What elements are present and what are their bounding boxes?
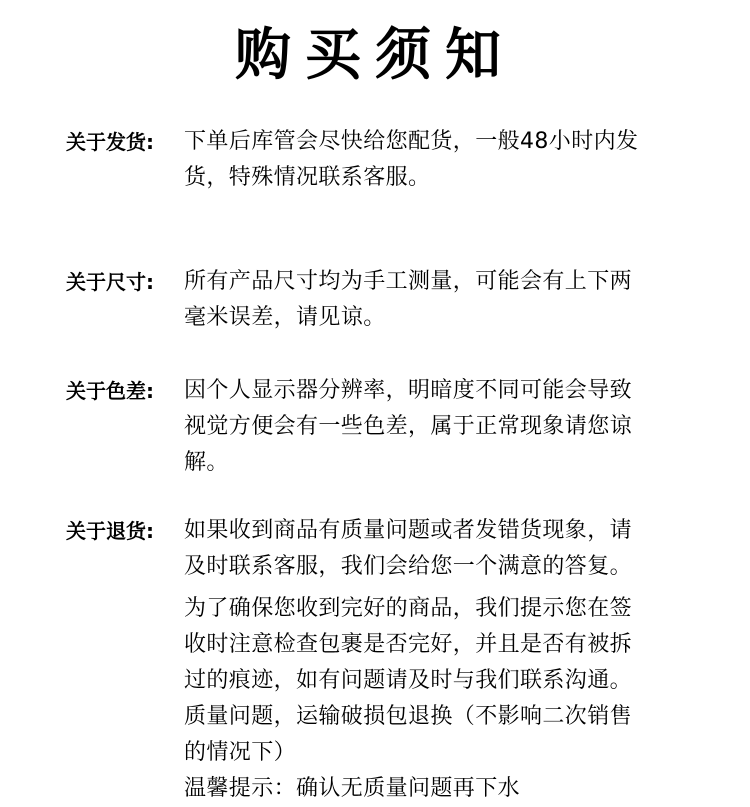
size-label: 关于尺寸: — [66, 270, 154, 294]
color-difference-label: 关于色差: — [66, 379, 154, 403]
text-line: 毫米误差，请见谅。 — [184, 305, 386, 330]
text-line: 解。 — [184, 450, 229, 475]
text-line: 收时注意检查包裹是否完好，并且是否有被拆 — [184, 632, 633, 657]
text-line: 温馨提示：确认无质量问题再下水 — [184, 776, 521, 801]
text-line: 的情况下） — [184, 740, 297, 765]
text-line: 货，特殊情况联系客服。 — [184, 165, 431, 190]
text-line: 如果收到商品有质量问题或者发错货现象，请 — [184, 518, 633, 543]
return-paragraph — [184, 513, 690, 585]
text-line: 所有产品尺寸均为手工测量，可能会有上下两 — [184, 269, 633, 294]
text-line: 因个人显示器分辨率，明暗度不同可能会导致 — [184, 378, 633, 403]
shipping-body — [184, 124, 690, 196]
text-line: 下单后库管会尽快给您配货，一般48小时内发 — [184, 129, 639, 154]
text-line: 及时联系客服，我们会给您一个满意的答复。 — [184, 554, 633, 579]
text-line: 过的痕迹，如有问题请及时与我们联系沟通。 — [184, 668, 633, 693]
shipping-label: 关于发货: — [66, 130, 154, 154]
page-title: 购买须知 — [235, 23, 515, 88]
shipping-paragraph — [184, 124, 690, 196]
return-label: 关于退货: — [66, 519, 154, 543]
size-body — [184, 264, 690, 336]
size-paragraph — [184, 264, 690, 336]
text-line: 为了确保您收到完好的商品，我们提示您在签 — [184, 596, 633, 621]
color-difference-body — [184, 373, 690, 481]
return-body — [184, 513, 690, 807]
text-line: 质量问题，运输破损包退换（不影响二次销售 — [184, 704, 633, 729]
color-difference-paragraph — [184, 373, 690, 481]
text-line: 视觉方便会有一些色差，属于正常现象请您谅 — [184, 414, 633, 439]
return-tips-paragraph — [184, 591, 690, 807]
